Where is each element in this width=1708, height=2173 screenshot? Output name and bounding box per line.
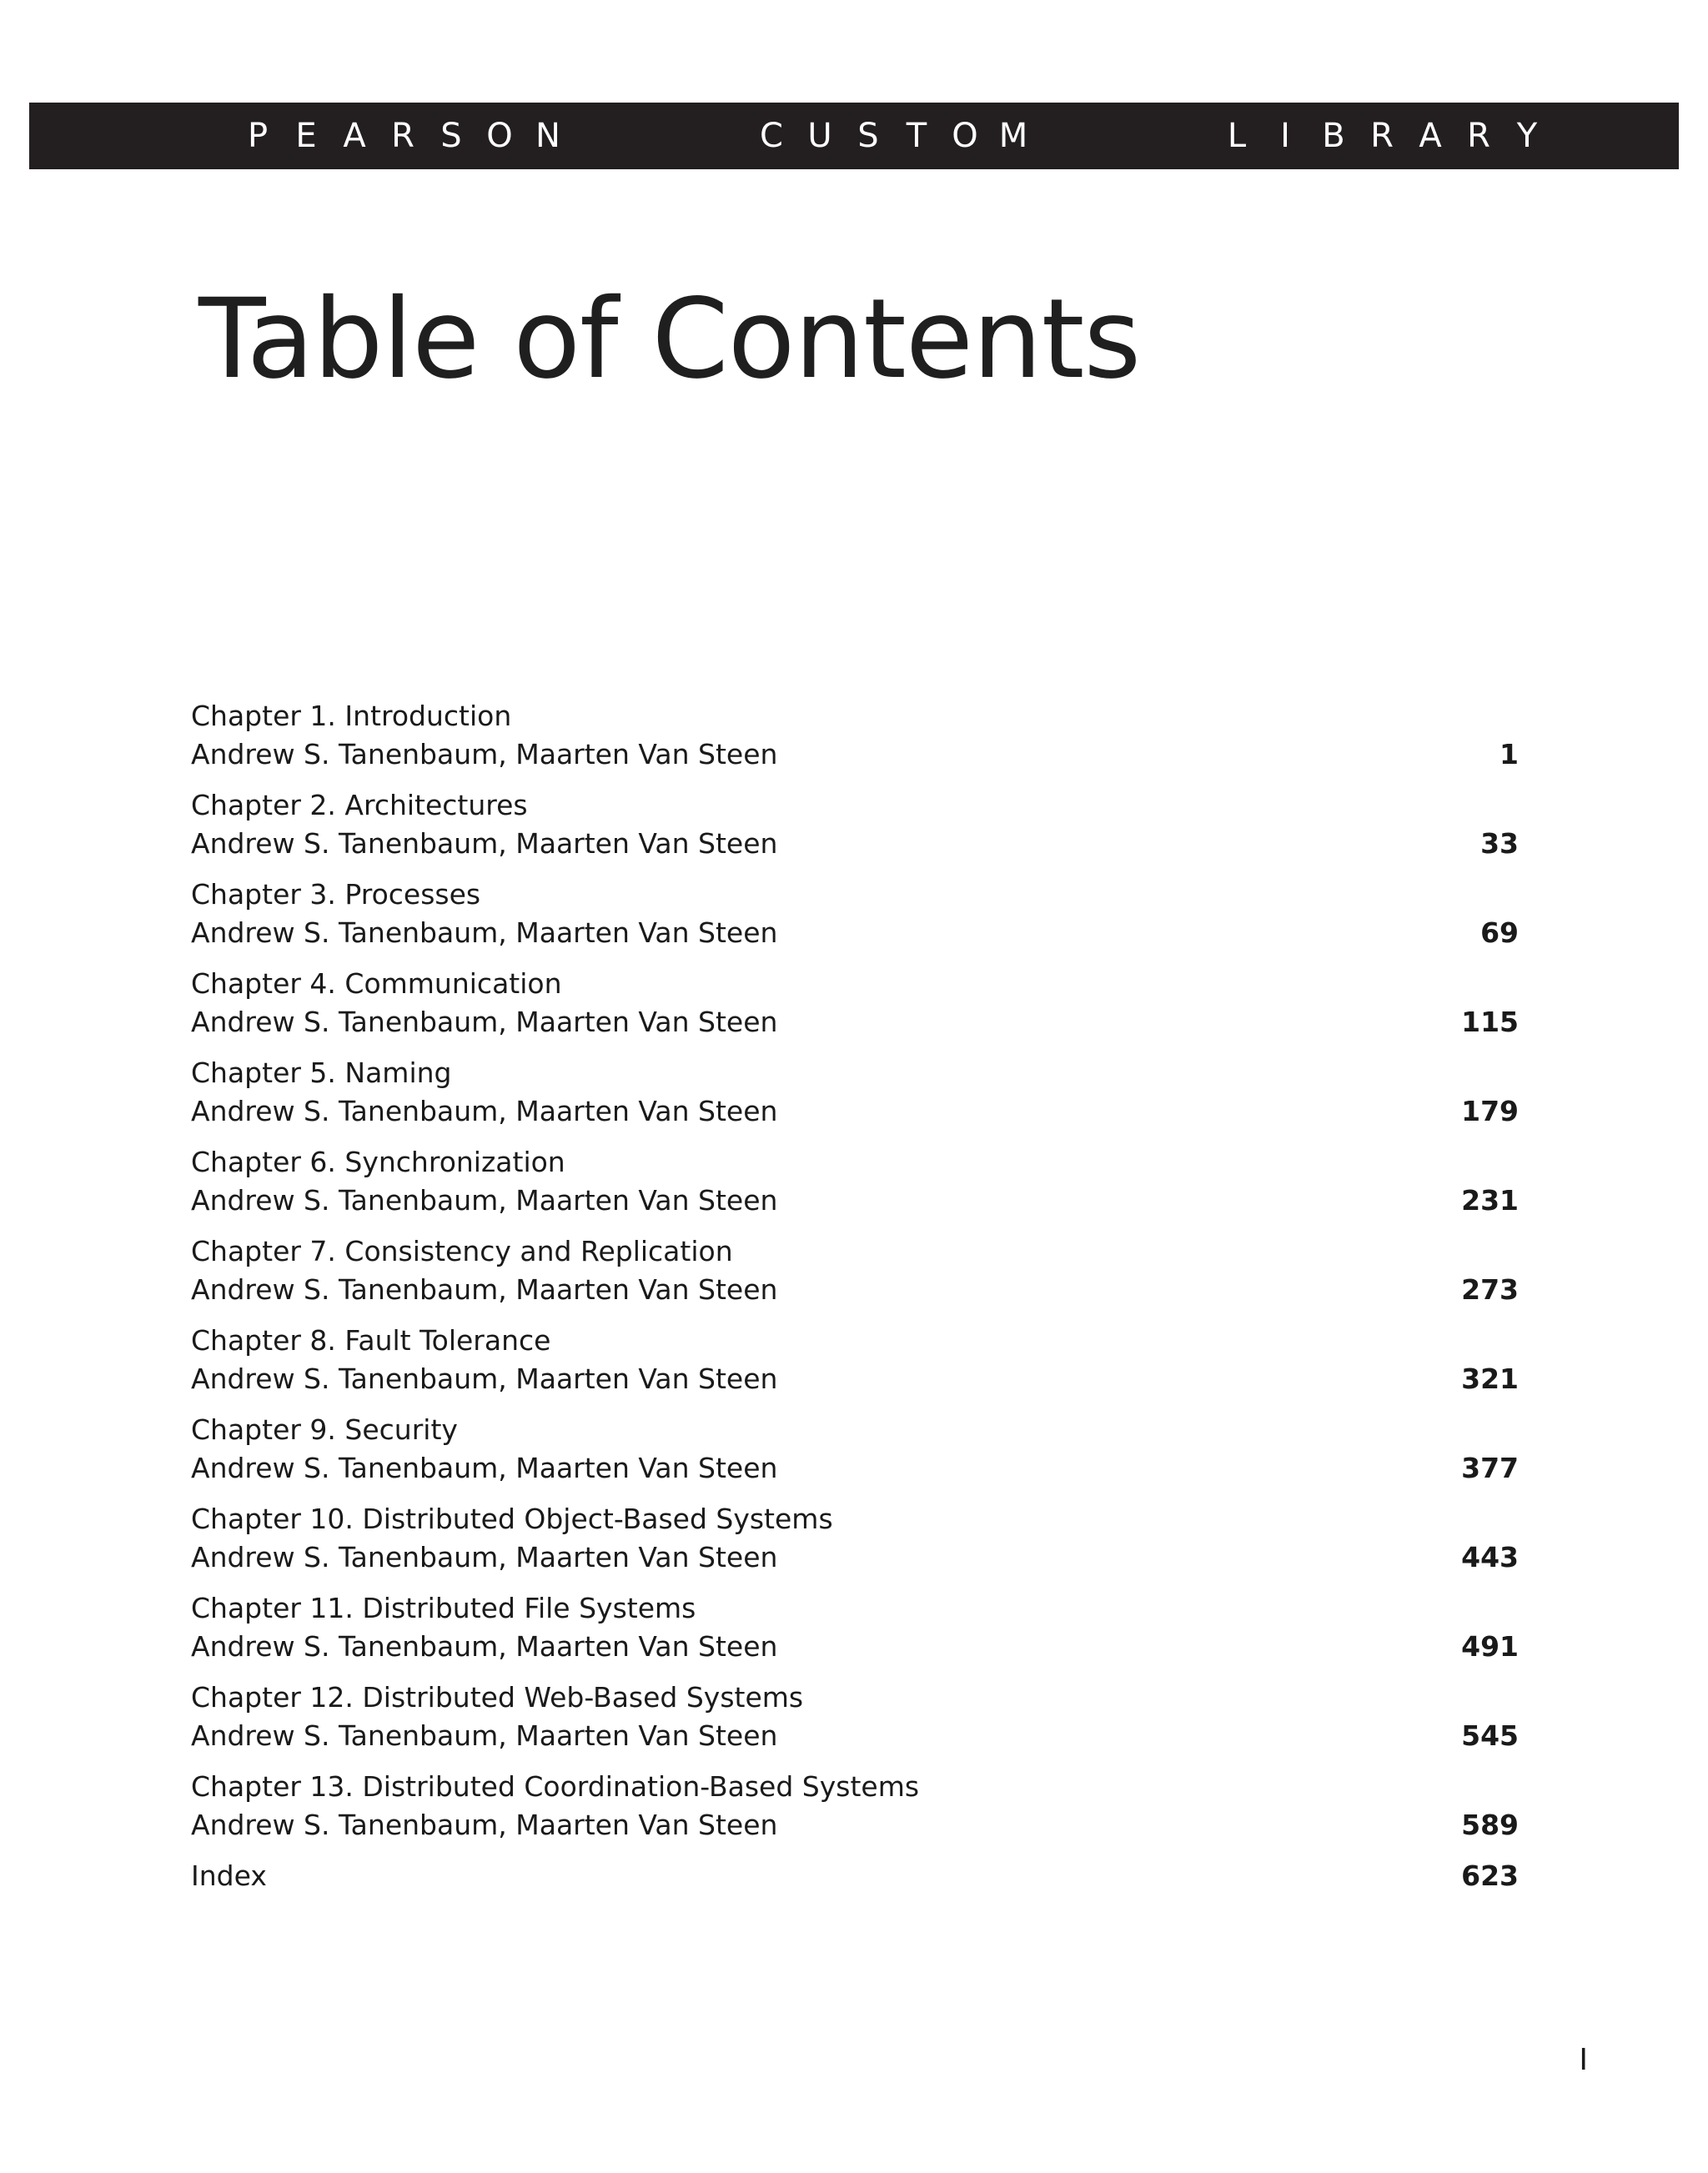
toc-entry-page: 115 — [1461, 1006, 1519, 1038]
toc-entry-authors: Andrew S. Tanenbaum, Maarten Van Steen — [191, 1452, 778, 1484]
banner-letter: O — [486, 117, 513, 155]
toc-entry-authors: Andrew S. Tanenbaum, Maarten Van Steen — [191, 1541, 778, 1573]
toc-entry-authors: Andrew S. Tanenbaum, Maarten Van Steen — [191, 1184, 778, 1217]
banner-letter: M — [998, 117, 1028, 155]
toc-entry-page: 545 — [1461, 1719, 1519, 1752]
toc-entry-page: 273 — [1461, 1273, 1519, 1306]
banner-letter: Y — [1516, 117, 1538, 155]
toc-entry-authors: Andrew S. Tanenbaum, Maarten Van Steen — [191, 1095, 778, 1127]
banner-letter: N — [535, 117, 560, 155]
toc-entry-title: Chapter 2. Architectures — [191, 789, 528, 821]
banner-letter: A — [343, 117, 366, 155]
toc-entry[interactable] — [191, 1679, 1519, 1768]
toc-entry-page: 69 — [1480, 916, 1519, 949]
banner-letter: O — [952, 117, 978, 155]
toc-entry-authors: Andrew S. Tanenbaum, Maarten Van Steen — [191, 1006, 778, 1038]
toc-entry-title: Chapter 13. Distributed Coordination-Based Systems — [191, 1770, 920, 1803]
banner-letter: R — [1467, 117, 1490, 155]
toc-entry-title: Chapter 9. Security — [191, 1413, 458, 1446]
toc-entry-authors: Andrew S. Tanenbaum, Maarten Van Steen — [191, 1719, 778, 1752]
toc-entry[interactable] — [191, 1322, 1519, 1411]
banner-word — [234, 117, 572, 155]
banner-word — [747, 117, 1037, 155]
table-of-contents — [191, 697, 1519, 1946]
toc-entry-title: Index — [191, 1859, 267, 1892]
toc-entry-page: 33 — [1480, 827, 1519, 860]
toc-entry[interactable] — [191, 697, 1519, 786]
toc-entry-authors: Andrew S. Tanenbaum, Maarten Van Steen — [191, 1363, 778, 1395]
banner-text — [234, 103, 1551, 169]
banner-letter: R — [1370, 117, 1394, 155]
toc-entry-authors: Andrew S. Tanenbaum, Maarten Van Steen — [191, 1273, 778, 1306]
toc-entry-title: Chapter 7. Consistency and Replication — [191, 1235, 733, 1267]
banner-letter: E — [295, 117, 317, 155]
toc-entry[interactable] — [191, 1054, 1519, 1143]
toc-entry[interactable] — [191, 1411, 1519, 1500]
toc-entry-page: 231 — [1461, 1184, 1519, 1217]
toc-entry-title: Chapter 3. Processes — [191, 878, 481, 911]
toc-entry-page: 377 — [1461, 1452, 1519, 1484]
banner-letter: U — [807, 117, 832, 155]
toc-entry-title: Chapter 10. Distributed Object-Based Systems — [191, 1503, 833, 1535]
toc-entry-title: Chapter 4. Communication — [191, 967, 562, 1000]
toc-entry-title: Chapter 1. Introduction — [191, 700, 512, 732]
banner-letter: S — [857, 117, 879, 155]
page-title: Table of Contents — [198, 275, 1141, 404]
toc-entry-title: Chapter 6. Synchronization — [191, 1146, 565, 1178]
banner-letter: S — [440, 117, 462, 155]
toc-entry[interactable] — [191, 965, 1519, 1054]
toc-entry-page: 179 — [1461, 1095, 1519, 1127]
toc-entry-title: Chapter 8. Fault Tolerance — [191, 1324, 551, 1357]
banner-word — [1213, 117, 1551, 155]
header-banner — [29, 103, 1679, 169]
toc-entry-page: 589 — [1461, 1809, 1519, 1841]
toc-entry[interactable] — [191, 1857, 1519, 1946]
page-number: I — [1579, 2043, 1588, 2077]
toc-entry[interactable] — [191, 876, 1519, 965]
toc-entry[interactable] — [191, 1500, 1519, 1589]
toc-entry[interactable] — [191, 1143, 1519, 1232]
toc-entry-page: 623 — [1461, 1859, 1519, 1892]
toc-entry[interactable] — [191, 1589, 1519, 1679]
toc-entry[interactable] — [191, 786, 1519, 876]
toc-entry-page: 321 — [1461, 1363, 1519, 1395]
banner-letter: B — [1322, 117, 1345, 155]
banner-letter: A — [1419, 117, 1442, 155]
banner-letter: P — [247, 117, 269, 155]
toc-entry-authors: Andrew S. Tanenbaum, Maarten Van Steen — [191, 916, 778, 949]
toc-entry[interactable] — [191, 1232, 1519, 1322]
toc-entry-page: 443 — [1461, 1541, 1519, 1573]
toc-entry-title: Chapter 5. Naming — [191, 1056, 452, 1089]
toc-entry-authors: Andrew S. Tanenbaum, Maarten Van Steen — [191, 1809, 778, 1841]
toc-entry-page: 491 — [1461, 1630, 1519, 1663]
banner-letter: L — [1227, 117, 1247, 155]
toc-entry-authors: Andrew S. Tanenbaum, Maarten Van Steen — [191, 827, 778, 860]
toc-entry[interactable] — [191, 1768, 1519, 1857]
banner-letter: C — [760, 117, 783, 155]
banner-letter: I — [1280, 117, 1290, 155]
toc-entry-title: Chapter 12. Distributed Web-Based Systems — [191, 1681, 804, 1714]
toc-entry-page: 1 — [1500, 738, 1519, 770]
banner-letter: R — [391, 117, 414, 155]
toc-entry-authors: Andrew S. Tanenbaum, Maarten Van Steen — [191, 1630, 778, 1663]
banner-letter: T — [906, 117, 927, 155]
toc-entry-title: Chapter 11. Distributed File Systems — [191, 1592, 696, 1624]
toc-entry-authors: Andrew S. Tanenbaum, Maarten Van Steen — [191, 738, 778, 770]
